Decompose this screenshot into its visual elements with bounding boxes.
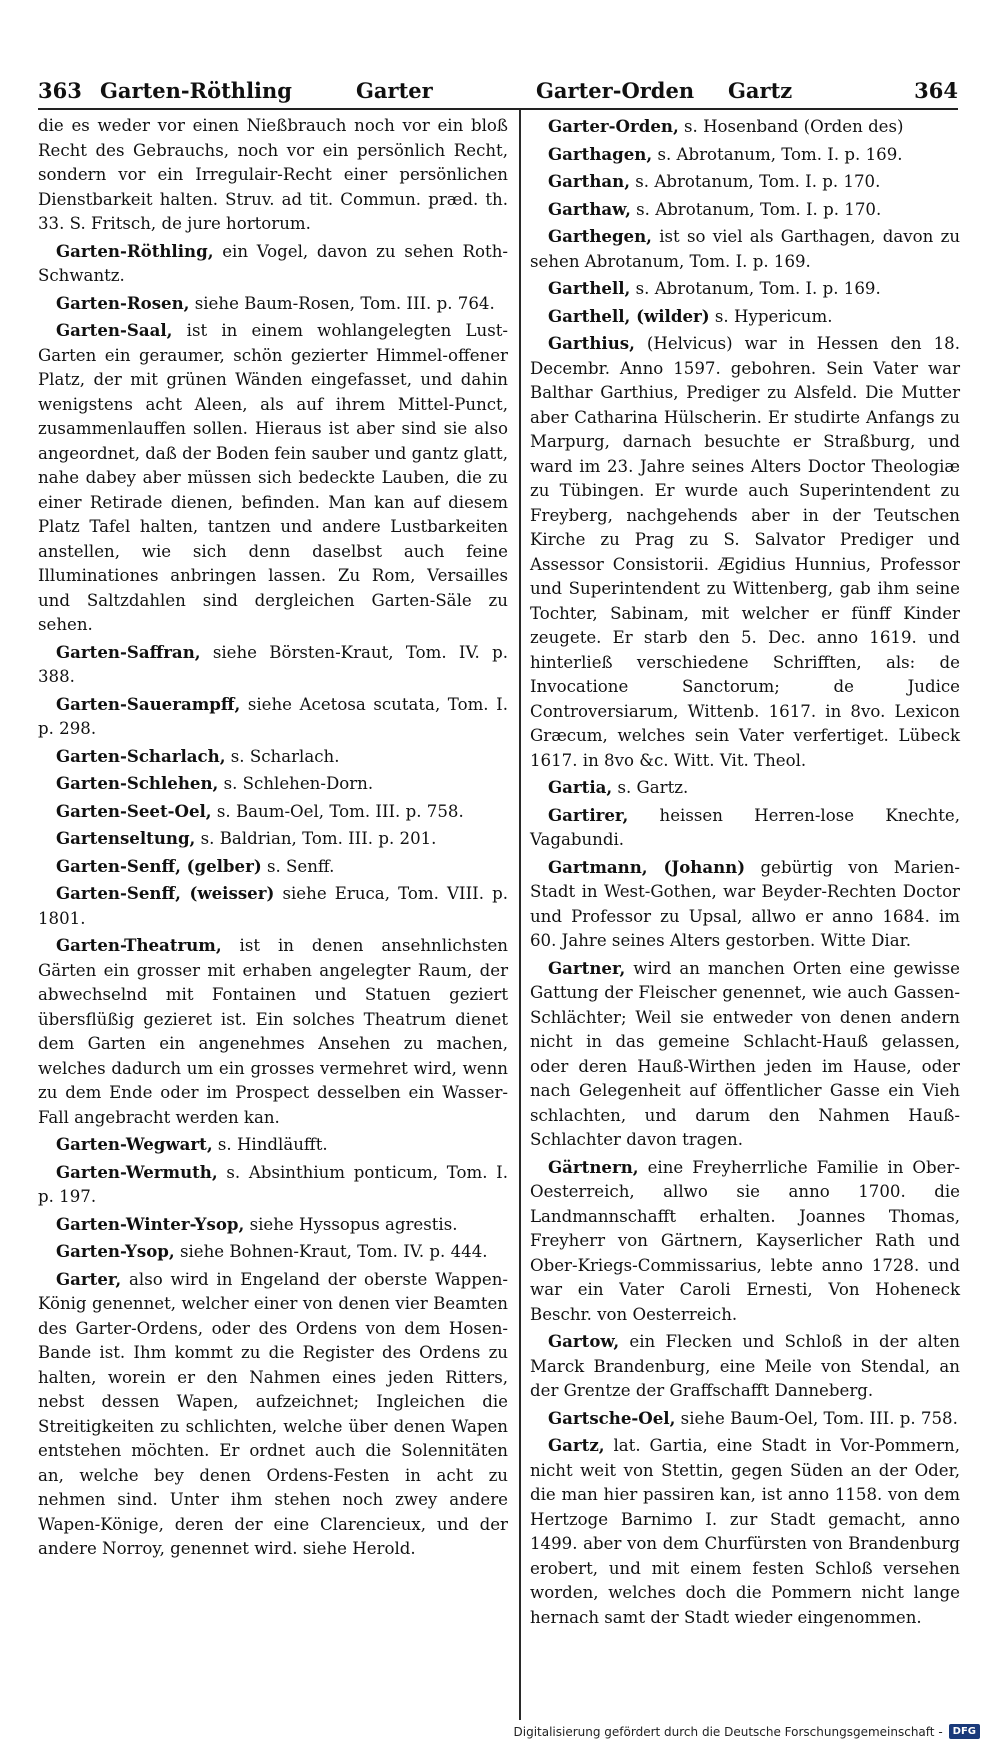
entry-headword: Garten-Senff, (gelber)	[56, 855, 262, 876]
dictionary-entry	[38, 640, 508, 690]
entry-text: s. Abrotanum, Tom. I. p. 169.	[635, 279, 881, 298]
entry-headword: Gartmann, (Johann)	[548, 856, 746, 877]
entry-text: ist in denen ansehnlichsten Gärten ein grosser mit erhaben angelegter Raum, der abwechselnd mit Fontainen und Statuen geziert übersflüßig gezieret ist. Ein solches Theatrum dienet dem Garten ein angenehmes Ansehen zu machen, welches dadurch um ein grosses vermehret wird, wenn zu dem Ende oder im Prospect desselben ein Wasser-Fall angebracht werden kan.	[38, 936, 508, 1127]
page-header	[38, 72, 958, 112]
dictionary-entry	[530, 224, 960, 274]
entry-text: s. Absinthium ponticum, Tom. I. p. 197.	[38, 1162, 508, 1206]
entry-headword: Gartz,	[548, 1435, 605, 1455]
entry-headword: Garten-Theatrum,	[56, 935, 222, 955]
dictionary-entry	[38, 114, 508, 237]
dictionary-entry	[530, 1406, 960, 1432]
footer	[514, 1724, 981, 1739]
entry-text: s. Abrotanum, Tom. I. p. 169.	[657, 144, 903, 164]
left-running-head: Garten-Röthling	[100, 78, 292, 103]
dictionary-entry	[38, 933, 508, 1130]
dictionary-entry	[530, 142, 960, 168]
entry-headword: Gärtnern,	[548, 1156, 639, 1177]
entry-text: ein Vogel, davon zu sehen Roth-Schwantz.	[38, 241, 508, 285]
entry-text: s. Hindläufft.	[217, 1135, 328, 1154]
dictionary-entry	[38, 799, 508, 825]
entry-headword: Garten-Sauerampff,	[56, 693, 241, 714]
entry-text: (Helvicus) war in Hessen den 18. Decembr. Anno 1597. gebohren. Sein Vater war Balthar Garthius, Prediger zu Alsfeld. Die Mutter aber Catharina Hülscherin. Er studirte Anfangs zu Marpurg, darnach besuchte er Straßburg, und ward im 23. Jahre seines Alters Doctor Theologiæ zu Tübingen. Er wurde auch Superintendent zu Freyberg, nachgehends aber in der Teutschen Kirche zu Prag zu S. Salvator Prediger und Assessor Consistorii. Ægidius Hunnius, Professor und Superintendent zu Wittenberg, gab ihm seine Tochter, Sabinam, mit welcher er fünff Kinder zeugete. Er starb den 5. Dec. anno 1619. und hinterließ verschiedene Schrifften, als: de Invocatione Sanctorum; de Judice Controversiarum, Wittenb. 1617. in 8vo. Lexicon Græcum, welches sein Vater verfertiget. Lübeck 1617. in 8vo &c. Witt. Vit. Theol.	[530, 334, 961, 770]
entry-text: die es weder vor einen Nießbrauch noch vor ein bloß Recht des Gebrauchs, noch vor ein persönlich Recht, sondern vor ein Irregulair-Recht einer persönlichen Dienstbarkeit halten. Struv. ad tit. Commun. præd. th. 33. S. Fritsch, de jure hortorum.	[38, 116, 508, 233]
entry-headword: Garthan,	[548, 171, 630, 191]
dictionary-entry	[530, 304, 960, 330]
entry-text: gebürtig von Marien-Stadt in West-Gothen, war Beyder-Rechten Doctor und Professor zu Upsal, allwo er anno 1684. im 60. Jahre seines Alters gestorben. Witte Diar.	[530, 857, 961, 950]
entry-headword: Gartner,	[548, 957, 626, 978]
right-running-head-2: Gartz	[728, 78, 793, 103]
entry-text: s. Abrotanum, Tom. I. p. 170.	[635, 172, 881, 191]
footer-text: Digitalisierung gefördert durch die Deutsche Forschungsgemeinschaft -	[513, 1724, 943, 1739]
dictionary-entry	[530, 197, 960, 223]
dictionary-entry	[530, 803, 960, 853]
dictionary-entry	[38, 239, 508, 289]
entry-text: s. Baum-Oel, Tom. III. p. 758.	[216, 801, 464, 821]
right-column	[530, 114, 960, 1632]
entry-headword: Gartia,	[548, 777, 613, 797]
right-running-head: Garter-Orden	[536, 78, 695, 103]
entry-headword: Gartenseltung,	[56, 828, 196, 848]
right-page-number: 364	[914, 78, 958, 103]
entry-headword: Gartsche-Oel,	[548, 1407, 676, 1428]
entry-headword: Garter,	[56, 1268, 122, 1289]
header-rule	[38, 108, 958, 110]
dictionary-entry	[530, 956, 960, 1153]
entry-headword: Garthegen,	[548, 226, 652, 246]
entry-headword: Gartow,	[548, 1331, 620, 1351]
entry-text: s. Schlehen-Dorn.	[223, 774, 374, 793]
entry-headword: Garthell, (wilder)	[548, 305, 710, 326]
dictionary-entry	[530, 855, 960, 954]
dictionary-entry	[38, 826, 508, 852]
entry-headword: Garthius,	[548, 333, 635, 353]
dictionary-entry	[38, 854, 508, 880]
entry-headword: Garthagen,	[548, 143, 653, 164]
entry-text: s. Hosenband (Orden des)	[684, 117, 904, 136]
entry-headword: Garten-Scharlach,	[56, 745, 226, 766]
entry-text: siehe Hyssopus agrestis.	[249, 1214, 458, 1234]
dictionary-entry	[38, 692, 508, 742]
entry-text: siehe Börsten-Kraut, Tom. IV. p. 388.	[38, 642, 508, 686]
entry-text: s. Senff.	[266, 856, 335, 876]
entry-text: s. Baldrian, Tom. III. p. 201.	[200, 829, 437, 848]
entry-headword: Garten-Röthling,	[56, 240, 214, 261]
entry-text: eine Freyherrliche Familie in Ober-Oesterreich, allwo sie anno 1700. die Landmannschafft erhalten. Joannes Thomas, Freyherr von Gärtnern, Kayserlicher Rath und Ober-Kriegs-Commissarius, lebte anno 1728. und war ein Vater Caroli Ernesti, Von Hoheneck Beschr. von Oesterreich.	[530, 1157, 960, 1324]
entry-headword: Garten-Seet-Oel,	[56, 800, 212, 821]
entry-text: s. Abrotanum, Tom. I. p. 170.	[636, 199, 882, 219]
entry-text: wird an manchen Orten eine gewisse Gattung der Fleischer genennet, wie auch Gassen-Schlächter; Weil sie entweder von denen andern nicht in das gemeine Schlacht-Hauß gelassen, oder deren Hauß-Wirthen jeden im Hause, oder nach Gelegenheit auf öffentlicher Gasse ein Vieh schlachten, und darum den Nahmen Hauß-Schlachter davon tragen.	[530, 958, 960, 1149]
entry-text: ist in einem wohlangelegten Lust-Garten ein geraumer, schön gezierter Himmel-offener Platz, der mit grünen Wänden eingefasset, und dahin wenigstens acht Aleen, als auf ihrem Mittel-Punct, zusammenlauffen sollen. Hieraus ist aber sind sie also angeordnet, daß der Boden fein sauber und gantz glatt, nahe dabey aber müssen sich bedeckte Lauben, die zu einer Retirade dienen, befinden. Man kan auf diesem Platz Tafel halten, tantzen und andere Lustbarkeiten anstellen, wie sich denn daselbst auch feine Illuminationes anbringen lassen. Zu Rom, Versailles und Saltzdahlen sind dergleichen Garten-Säle zu sehen.	[38, 321, 508, 634]
entry-text: heissen Herren-lose Knechte, Vagabundi.	[530, 805, 960, 849]
entry-text: lat. Gartia, eine Stadt in Vor-Pommern, nicht weit von Stettin, gegen Süden an der Oder, die man hier passiren kan, ist anno 1158. von dem Hertzoge Barnimo I. zur Stadt gemacht, anno 1499. aber von dem Churfürsten von Brandenburg erobert, und mit einem festen Schloß versehen worden, welches doch die Pommern nicht lange hernach samt der Stadt wieder eingenommen.	[530, 1436, 960, 1627]
entry-text: ein Flecken und Schloß in der alten Marck Brandenburg, eine Meile von Stendal, an der Grentze der Graffschafft Danneberg.	[530, 1332, 960, 1400]
entry-headword: Garten-Senff, (weisser)	[56, 883, 275, 903]
entry-text: s. Gartz.	[617, 778, 689, 797]
entry-text: siehe Acetosa scutata, Tom. I. p. 298.	[38, 694, 508, 738]
entry-headword: Garten-Schlehen,	[56, 773, 219, 793]
entry-headword: Garten-Ysop,	[56, 1241, 175, 1261]
dictionary-entry	[530, 114, 960, 140]
dictionary-entry	[38, 881, 508, 931]
entry-headword: Garten-Wegwart,	[56, 1134, 213, 1154]
entry-headword: Garter-Orden,	[548, 116, 679, 136]
entry-text: siehe Baum-Oel, Tom. III. p. 758.	[680, 1408, 958, 1428]
left-running-head-2: Garter	[356, 78, 433, 103]
entry-text: siehe Baum-Rosen, Tom. III. p. 764.	[194, 293, 495, 313]
entry-headword: Garten-Rosen,	[56, 292, 190, 313]
dictionary-entry	[38, 771, 508, 797]
entry-headword: Garten-Saffran,	[56, 641, 201, 662]
dictionary-entry	[38, 318, 508, 638]
dictionary-entry	[530, 1155, 960, 1328]
entry-headword: Garthell,	[548, 278, 631, 298]
entry-text: s. Hypericum.	[714, 306, 833, 326]
dictionary-entry	[530, 1433, 960, 1630]
dictionary-entry	[38, 1212, 508, 1238]
dictionary-entry	[530, 276, 960, 302]
left-page-number: 363	[38, 78, 82, 103]
entry-headword: Garten-Wermuth,	[56, 1161, 218, 1182]
entry-text: siehe Bohnen-Kraut, Tom. IV. p. 444.	[179, 1242, 488, 1261]
dictionary-entry	[530, 775, 960, 801]
dictionary-entry	[38, 1160, 508, 1210]
column-divider	[519, 110, 521, 1720]
dictionary-entry	[38, 1239, 508, 1265]
left-column	[38, 114, 508, 1564]
dictionary-entry	[38, 291, 508, 317]
dfg-logo: DFG	[949, 1724, 980, 1739]
dictionary-entry	[38, 744, 508, 770]
entry-headword: Garten-Winter-Ysop,	[56, 1213, 245, 1234]
entry-headword: Gartirer,	[548, 804, 629, 825]
entry-text: siehe Eruca, Tom. VIII. p. 1801.	[38, 884, 509, 928]
dictionary-entry	[530, 1329, 960, 1404]
dictionary-entry	[38, 1132, 508, 1158]
entry-headword: Garthaw,	[548, 198, 631, 219]
entry-headword: Garten-Saal,	[56, 320, 173, 340]
entry-text: also wird in Engeland der oberste Wappen-König genennet, welcher einer von denen vier Beamten des Garter-Ordens, oder des Ordens von dem Hosen-Bande ist. Ihm kommt zu die Register des Ordens zu halten, worein er den Nahmen eines jeden Ritters, nebst dessen Wapen, aufzeichnet; Ingleichen die Streitigkeiten zu schlichten, welche über denen Wapen entstehen möchten. Er ordnet auch die Solennitäten an, welche bey denen Ordens-Festen in acht zu nehmen sind. Unter ihm stehen noch zwey andere Wapen-Könige, deren der eine Clarencieux, und der andere Norroy, genennet wird. siehe Herold.	[38, 1269, 508, 1558]
entry-text: ist so viel als Garthagen, davon zu sehen Abrotanum, Tom. I. p. 169.	[530, 227, 961, 271]
dictionary-entry	[530, 169, 960, 195]
dictionary-entry	[530, 331, 960, 773]
entry-text: s. Scharlach.	[230, 746, 340, 766]
dictionary-entry	[38, 1267, 508, 1562]
